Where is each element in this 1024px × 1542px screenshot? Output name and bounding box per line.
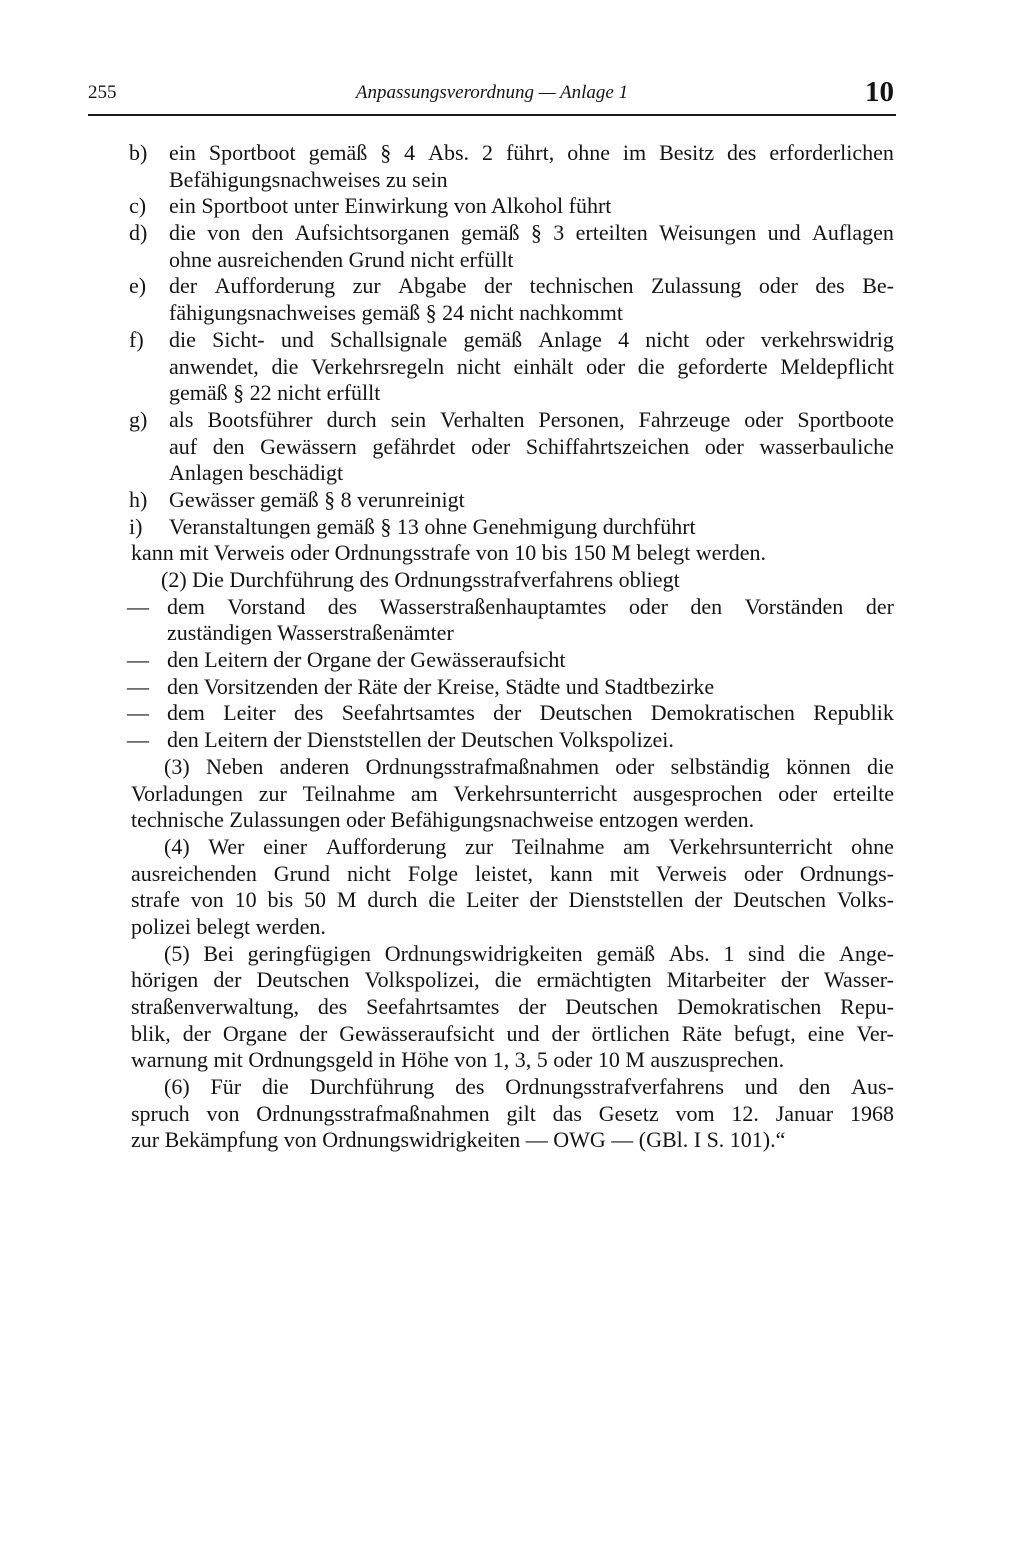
word: Deutschen	[733, 887, 827, 913]
word: gemäß	[460, 220, 520, 246]
text-line	[131, 220, 894, 247]
word: M	[336, 887, 357, 913]
word: geforderte	[677, 353, 768, 379]
word: Schiffahrtszeichen	[525, 433, 690, 459]
word: den	[251, 220, 284, 246]
line-text	[164, 754, 894, 781]
word: (6)	[164, 1074, 190, 1100]
text-line	[131, 994, 894, 1021]
line-text: fähigungsnachweises gemäß § 24 nicht nachkommt	[169, 300, 623, 326]
text-line	[127, 647, 894, 674]
word: der	[484, 273, 513, 299]
line-text: ein Sportboot unter Einwirkung von Alkohol führt	[169, 193, 612, 219]
line-text: den Vorsitzenden der Räte der Kreise, Städte und Stadtbezirke	[167, 673, 715, 699]
line-text	[131, 887, 894, 914]
line-text: (2) Die Durchführung des Ordnungsstrafverfahrens obliegt	[161, 567, 680, 592]
word: Neben	[205, 753, 264, 779]
text-line	[131, 487, 894, 514]
word: Abs.	[428, 140, 470, 165]
word: ohne	[851, 833, 894, 859]
word: vom	[675, 1100, 715, 1126]
word: Verkehrsunterricht	[668, 833, 833, 859]
line-text: Gewässer gemäß § 8 verunreinigt	[169, 486, 465, 512]
word: zur	[258, 780, 287, 806]
word: Demokratischen	[650, 700, 795, 726]
word: von	[190, 887, 224, 913]
word: Sportboote	[797, 406, 894, 432]
line-text	[164, 834, 894, 861]
word: oder	[704, 433, 744, 459]
word: erteilte	[832, 780, 894, 806]
word: Verhalten	[440, 406, 525, 432]
text-line	[131, 967, 894, 994]
word: Dienststellen	[568, 887, 684, 913]
list-marker: i)	[129, 513, 143, 539]
line-text	[169, 140, 894, 167]
line-text: den Leitern der Organe der Gewässeraufsicht	[167, 647, 566, 673]
word: der	[694, 887, 723, 913]
word: des	[815, 273, 845, 299]
word: leistet,	[474, 860, 534, 886]
text-line	[131, 1101, 894, 1128]
text-line	[131, 754, 894, 781]
chapter-number: 10	[865, 76, 894, 108]
text-line	[131, 327, 894, 354]
word: die	[798, 940, 826, 966]
word: von	[206, 1100, 240, 1126]
word: die	[494, 967, 522, 993]
page-number: 255	[88, 82, 117, 103]
line-text: kann mit Verweis oder Ordnungsstrafe von 10 bis 150 M belegt werden.	[131, 540, 767, 566]
word: und	[744, 1074, 778, 1100]
word: einer	[263, 833, 308, 859]
text-line	[127, 673, 894, 701]
word: Ordnungs-	[799, 860, 894, 886]
word: straßenverwaltung,	[131, 994, 299, 1019]
dash-marker: —	[127, 647, 149, 673]
word: Folge	[407, 860, 459, 886]
word: die	[169, 220, 196, 246]
word: Teilnahme	[302, 780, 396, 806]
text-line	[127, 700, 894, 727]
word: der	[169, 273, 198, 299]
word: Gesetz	[598, 1100, 659, 1126]
word: ermächtigten	[536, 967, 652, 993]
word: erteilten	[575, 220, 648, 246]
line-text	[169, 354, 894, 381]
word: Bei	[203, 940, 234, 966]
line-text	[169, 273, 894, 300]
word: und	[767, 220, 801, 246]
line-text: zur Bekämpfung von Ordnungswidrigkeiten — OWG — (GBl. I S. 101).“	[131, 1127, 786, 1153]
text-line	[131, 1047, 894, 1074]
list-marker: h)	[129, 486, 148, 512]
line-text	[131, 994, 894, 1021]
word: technischen	[529, 273, 634, 299]
word: selbständig	[670, 753, 770, 779]
word: Abgabe	[398, 273, 467, 299]
word: 4	[404, 140, 416, 165]
word: der	[529, 887, 558, 913]
word: Zulassung	[650, 273, 742, 299]
word: anderen	[279, 753, 350, 779]
word: spruch	[131, 1100, 190, 1126]
word: Aufforderung	[214, 273, 336, 299]
word: des	[455, 1074, 485, 1100]
list-marker: d)	[129, 220, 148, 246]
word: Grund	[273, 860, 330, 886]
text-line	[131, 620, 894, 647]
word: 12.	[731, 1100, 759, 1126]
word: oder	[615, 753, 655, 779]
word: bis	[267, 887, 294, 913]
word: Leiter	[223, 700, 276, 726]
word: zur	[352, 273, 381, 299]
line-text: den Leitern der Dienststellen der Deutschen Volkspolizei.	[167, 727, 674, 753]
word: Weisungen	[659, 220, 757, 246]
word: ausreichenden	[131, 860, 257, 886]
word: Januar	[775, 1100, 834, 1126]
word: Anlage	[538, 326, 602, 352]
line-text	[167, 700, 894, 727]
word: sind	[748, 940, 785, 966]
dash-marker: —	[127, 727, 149, 753]
word: können	[785, 753, 851, 779]
word: Auflagen	[812, 220, 894, 246]
word: einhält	[513, 353, 574, 379]
word: Seefahrtsamtes	[366, 994, 500, 1019]
word: die	[428, 887, 456, 913]
word: Mitarbeiter	[666, 967, 766, 993]
dash-marker: —	[127, 700, 149, 726]
line-text: Anlagen beschädigt	[169, 460, 344, 486]
word: oder	[628, 593, 668, 619]
word: der	[865, 593, 894, 619]
word: von	[207, 220, 241, 246]
line-text: polizei belegt werden.	[131, 913, 326, 939]
word: §	[380, 140, 392, 165]
text-line	[131, 140, 894, 167]
word: Vorladungen	[131, 780, 244, 806]
text-line	[131, 354, 894, 381]
word: gefährdet	[372, 433, 456, 459]
word: im	[622, 140, 647, 165]
word: Ordnungsstrafmaßnahmen	[365, 753, 599, 779]
word: blik,	[131, 1020, 171, 1046]
word: Für	[210, 1074, 242, 1100]
word: wasserbauliche	[759, 433, 894, 459]
word: Wer	[208, 833, 245, 859]
word: nicht	[456, 353, 501, 379]
word: Ange-	[838, 940, 894, 966]
word: der	[493, 700, 522, 726]
word: Aufforderung	[325, 833, 447, 859]
list-marker: f)	[129, 326, 144, 352]
text-line	[131, 1074, 894, 1101]
word: Aus-	[851, 1074, 894, 1100]
text-line	[131, 460, 894, 487]
line-text	[169, 407, 894, 434]
word: durch	[326, 406, 377, 432]
word: strafe	[131, 887, 180, 913]
word: 50	[304, 887, 327, 913]
text-line	[131, 434, 894, 461]
word: Vorstand	[227, 593, 306, 619]
word: sein	[390, 406, 427, 432]
word: ausgesprochen	[632, 780, 763, 806]
text-line	[131, 914, 894, 941]
word: oder	[778, 780, 818, 806]
word: der	[299, 1020, 328, 1046]
word: am	[410, 780, 438, 806]
text-line	[127, 593, 894, 621]
word: Gewässern	[260, 433, 357, 459]
text-line	[131, 834, 894, 861]
word: die	[271, 353, 299, 379]
word: Abs.	[668, 940, 710, 966]
word: gemäß	[463, 326, 523, 352]
list-marker: c)	[129, 193, 147, 219]
word: 1	[723, 940, 735, 966]
line-text	[164, 1074, 894, 1101]
line-text	[131, 781, 894, 808]
dash-marker: —	[127, 673, 149, 699]
word: geringfügigen	[247, 940, 371, 966]
word: oder	[705, 326, 745, 352]
word: ohne	[567, 140, 610, 165]
word: Deutschen	[256, 967, 350, 993]
word: 2	[482, 140, 494, 165]
word: der	[182, 1020, 211, 1046]
text-line	[131, 807, 894, 834]
word: (5)	[164, 940, 190, 966]
line-text: technische Zulassungen oder Befähigungsnachweise entzogen werden.	[131, 807, 755, 833]
word: Sicht-	[212, 326, 265, 352]
word: Verkehrsregeln	[311, 353, 445, 379]
word: 3	[553, 220, 565, 246]
word: hörigen	[131, 967, 199, 993]
word: Räte	[681, 1020, 723, 1046]
word: Seefahrtsamtes	[341, 700, 475, 726]
line-text	[169, 434, 894, 461]
text-line	[131, 1021, 894, 1048]
list-marker: b)	[129, 140, 148, 165]
word: Verkehrsunterricht	[453, 780, 618, 806]
word: und	[506, 1020, 540, 1046]
word: gemäß	[308, 140, 368, 165]
text-line	[131, 247, 894, 274]
text-line	[131, 167, 894, 194]
word: mit	[609, 860, 640, 886]
word: dem	[167, 593, 205, 619]
word: Volks-	[836, 887, 894, 913]
line-text	[131, 967, 894, 994]
word: die	[261, 1074, 289, 1100]
word: zur	[465, 833, 494, 859]
word: das	[552, 1100, 582, 1126]
word: Repu-	[840, 994, 894, 1019]
word: Ordnungsstrafverfahrens	[505, 1074, 724, 1100]
word: Ver-	[856, 1020, 894, 1046]
word: (3)	[164, 753, 190, 779]
line-text: Befähigungsnachweises zu sein	[169, 166, 448, 192]
word: oder	[586, 353, 626, 379]
word: die	[867, 753, 894, 779]
word: erforderlichen	[769, 140, 894, 165]
word: Schallsignale	[330, 326, 448, 352]
word: Republik	[813, 700, 894, 726]
word: Meldepflicht	[780, 353, 894, 379]
line-text	[131, 861, 894, 888]
word: Durchführung	[309, 1074, 435, 1100]
text-line	[131, 193, 894, 220]
line-text: gemäß § 22 nicht erfüllt	[169, 380, 381, 406]
word: der	[518, 994, 547, 1019]
word: auf	[169, 433, 198, 459]
word: des	[727, 140, 757, 165]
word: die	[169, 326, 196, 352]
word: Wasserstraßenhauptamtes	[379, 593, 607, 619]
word: 1968	[849, 1100, 894, 1126]
text-line	[131, 861, 894, 888]
word: ein	[169, 140, 196, 165]
word: oder	[743, 860, 783, 886]
word: den	[798, 1074, 831, 1100]
word: Be-	[862, 273, 894, 299]
word: anwendet,	[169, 353, 259, 379]
word: am	[623, 833, 651, 859]
text-line	[131, 1127, 894, 1154]
word: Aufsichtsorganen	[294, 220, 450, 246]
word: Organe	[222, 1020, 288, 1046]
word: Teilnahme	[511, 833, 605, 859]
line-text	[167, 594, 894, 621]
word: Fahrzeuge	[638, 406, 731, 432]
word: und	[280, 326, 314, 352]
list-marker: e)	[129, 273, 147, 299]
text-line	[131, 380, 894, 407]
line-text: ohne ausreichenden Grund nicht erfüllt	[169, 246, 514, 272]
word: Besitz	[659, 140, 715, 165]
word: 10	[234, 887, 257, 913]
word: die	[637, 353, 665, 379]
word: eine	[807, 1020, 845, 1046]
page-header	[88, 76, 896, 116]
word: der	[551, 1020, 580, 1046]
word: Sportboot	[208, 140, 296, 165]
line-text	[169, 220, 894, 247]
word: (4)	[164, 833, 190, 859]
word: der	[213, 967, 242, 993]
word: nicht	[645, 326, 690, 352]
line-text: Veranstaltungen gemäß § 13 ohne Genehmigung durchführt	[169, 513, 696, 539]
word: Personen,	[538, 406, 625, 432]
word: des	[327, 593, 358, 619]
line-text	[131, 1021, 894, 1048]
page-body	[127, 140, 894, 1154]
word: Vorständen	[744, 593, 844, 619]
line-text: zuständigen Wasserstraßenämter	[167, 620, 454, 646]
word: Demokratischen	[677, 994, 822, 1019]
word: befugt,	[734, 1020, 796, 1046]
word: Volkspolizei,	[364, 967, 480, 993]
word: den	[690, 593, 723, 619]
word: Bootsführer	[207, 406, 313, 432]
word: Wasser-	[824, 967, 894, 993]
word: örtlichen	[591, 1020, 670, 1046]
word: dem	[167, 700, 205, 726]
text-line	[131, 407, 894, 434]
text-line	[127, 727, 894, 754]
text-line	[131, 941, 894, 968]
word: oder	[471, 433, 511, 459]
word: des	[317, 994, 348, 1019]
word: 4	[618, 326, 630, 352]
word: führt,	[505, 140, 555, 165]
word: Ordnungsstrafmaßnahmen	[256, 1100, 490, 1126]
running-title: Anpassungsverordnung — Anlage 1	[355, 82, 629, 103]
word: kann	[549, 860, 593, 886]
dash-marker: —	[127, 593, 149, 619]
list-marker: g)	[129, 406, 148, 432]
text-line	[131, 540, 894, 567]
word: Deutschen	[539, 700, 633, 726]
text-line	[131, 300, 894, 327]
word: durch	[367, 887, 418, 913]
word: gemäß	[596, 940, 655, 966]
word: den	[212, 433, 245, 459]
word: Ordnungswidrigkeiten	[384, 940, 583, 966]
word: oder	[758, 273, 798, 299]
line-text	[164, 941, 894, 968]
word: Verweis	[656, 860, 727, 886]
word: als	[169, 406, 194, 432]
text-line	[131, 567, 894, 594]
word: gilt	[506, 1100, 536, 1126]
line-text: warnung mit Ordnungsgeld in Höhe von 1, 3, 5 oder 10 M auszusprechen.	[131, 1047, 785, 1073]
text-line	[131, 887, 894, 914]
word: der	[780, 967, 809, 993]
word: des	[294, 700, 324, 726]
line-text	[169, 327, 894, 354]
word: nicht	[346, 860, 391, 886]
word: §	[530, 220, 542, 246]
word: oder	[744, 406, 784, 432]
line-text	[131, 1101, 894, 1128]
word: Gewässeraufsicht	[339, 1020, 495, 1046]
word: Deutschen	[565, 994, 659, 1019]
word: verkehrswidrig	[760, 326, 894, 352]
text-line	[131, 273, 894, 300]
text-line	[131, 514, 894, 541]
text-line	[131, 781, 894, 808]
word: Leiter	[466, 887, 519, 913]
